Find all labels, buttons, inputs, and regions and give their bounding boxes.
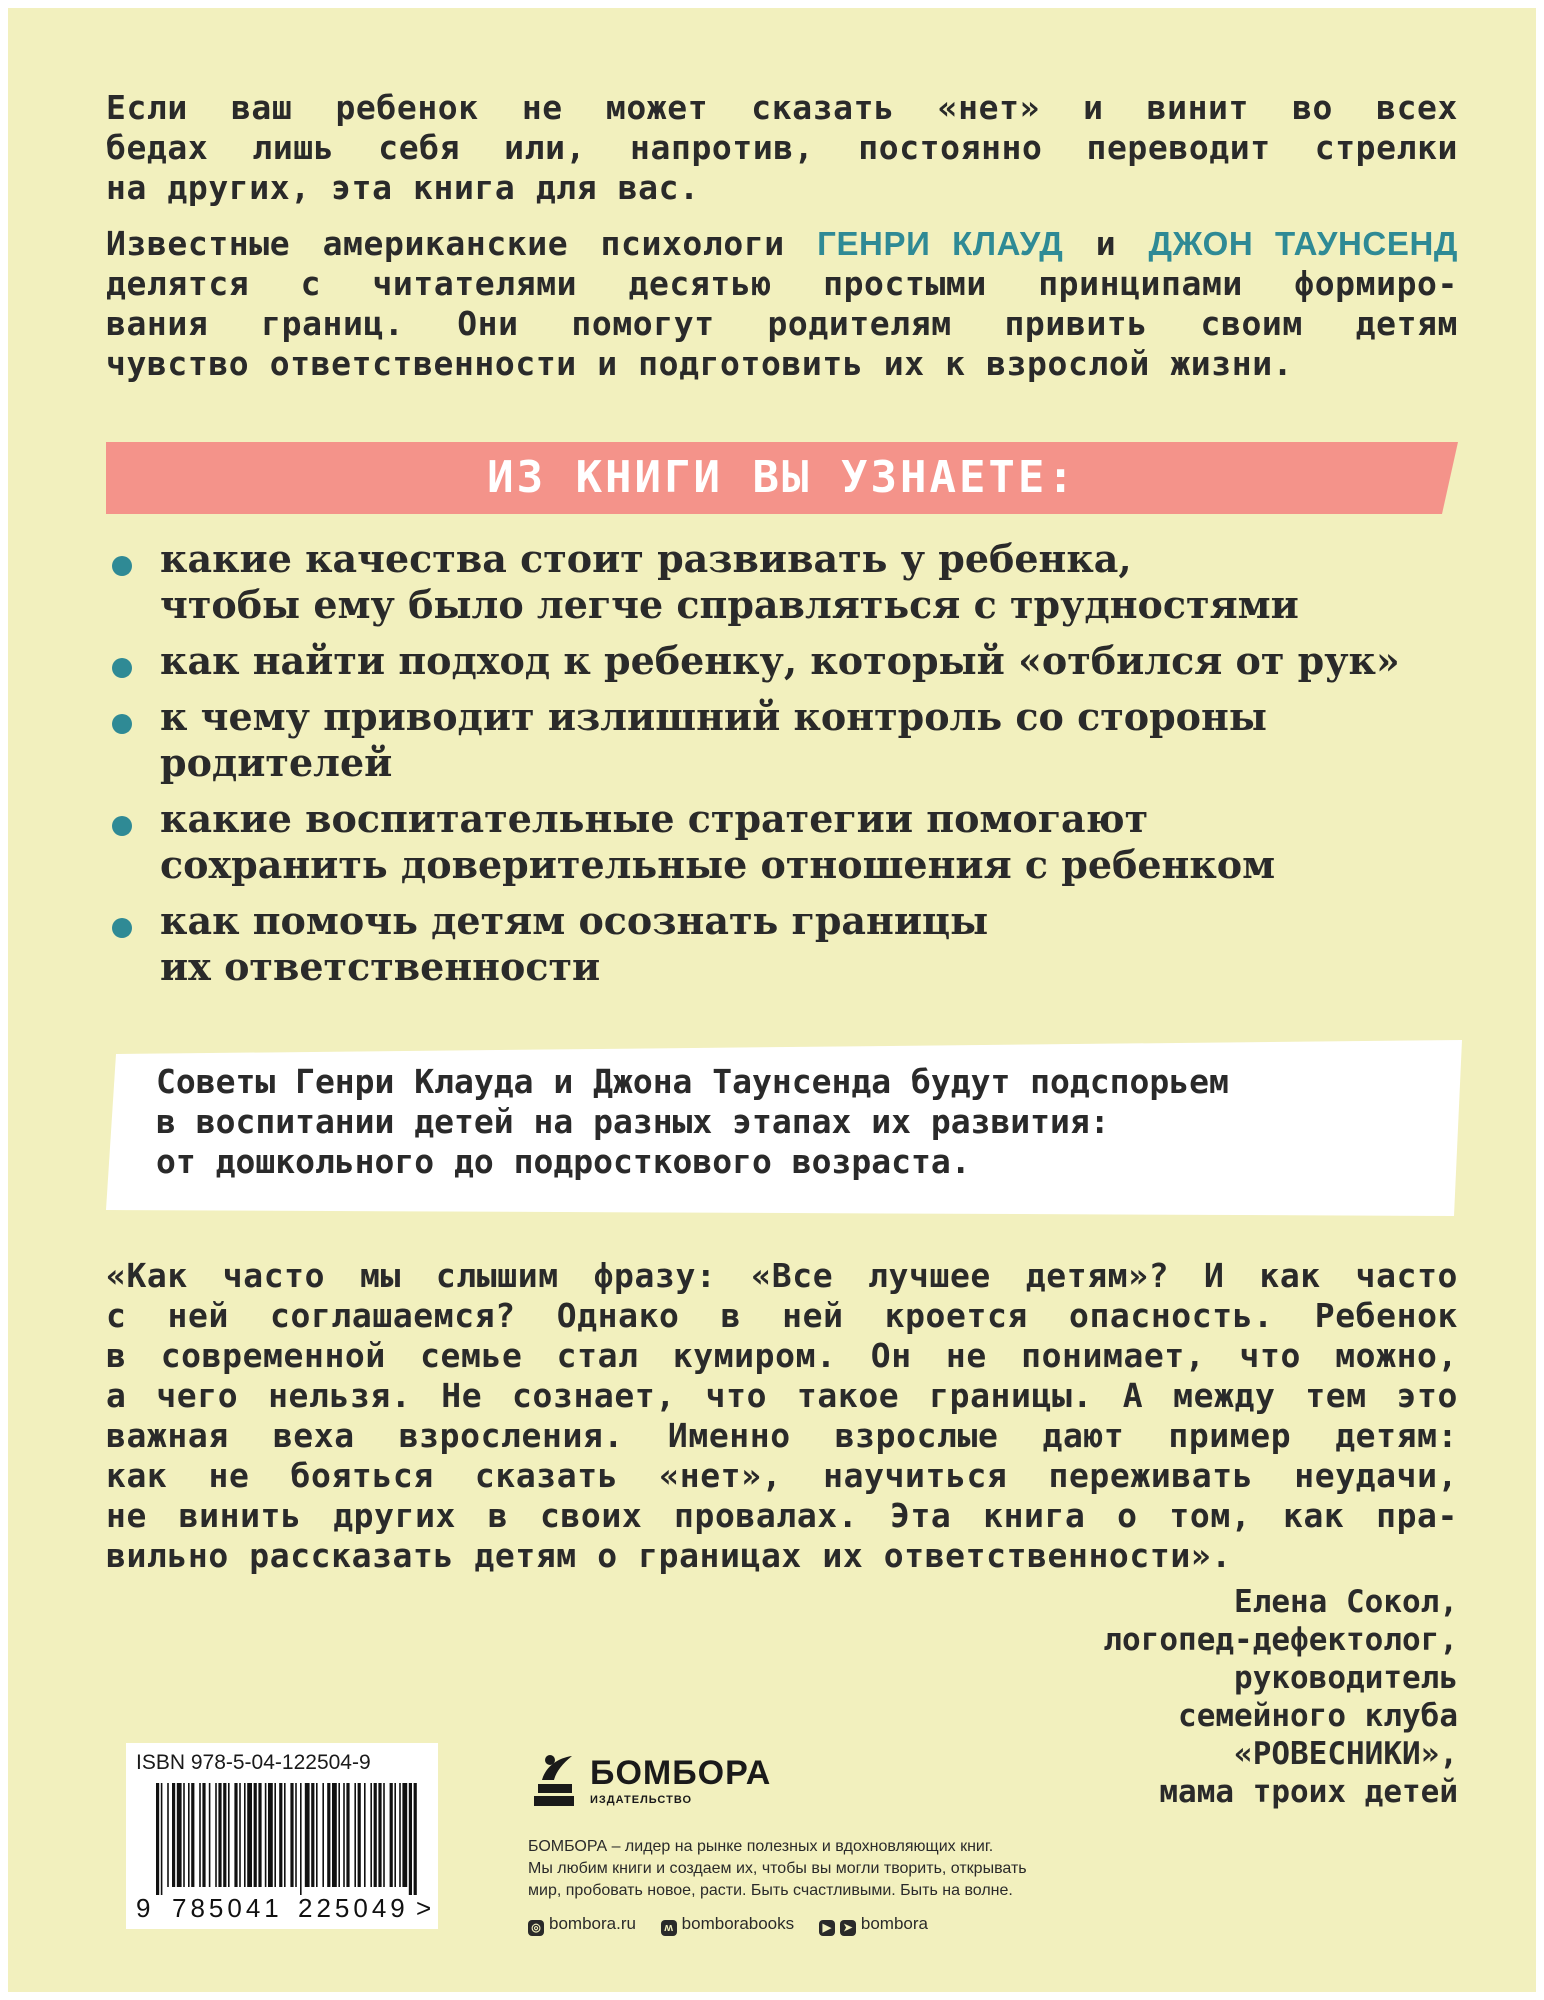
publisher-name: БОМБОРА [590,1754,772,1792]
barcode-bar [311,1783,314,1887]
isbn-number: ISBN 978-5-04-122504-9 [136,1751,371,1774]
barcode-bar [247,1783,252,1887]
quote-line-1: «Как часто мы слышим фразу: «Все лучшее детям»? И как часто [106,1256,1458,1295]
barcode-group-2: 225049 [298,1893,409,1923]
barcode-bar [343,1783,345,1887]
barcode-bar [265,1783,267,1887]
telegram-icon: ➤ [840,1920,856,1936]
barcode-bar [223,1783,226,1887]
intro-line-2: бедах лишь себя или, напротив, постоянно переводит стрелки [106,128,1458,167]
authors-line [106,224,1458,264]
publisher-block [528,1748,1148,1936]
barcode-bar [346,1783,349,1887]
barcode-bar [209,1783,211,1887]
barcode-bar [290,1783,293,1887]
barcode-bar [364,1783,366,1887]
barcode-bar [394,1783,396,1887]
signature-line: семейного клуба [1178,1698,1458,1734]
quote-line-8: вильно рассказать детям о границах их ответственности». [106,1536,1232,1575]
quote-line-2: с ней соглашаемся? Однако в ней кроется опасность. Ребенок [106,1296,1458,1335]
barcode-bar [258,1783,261,1887]
publisher-links [528,1914,1148,1936]
barcode-bar [295,1783,297,1887]
barcode-bar [191,1783,194,1887]
barcode-bar [378,1783,381,1887]
bullet-dot-icon [112,918,132,938]
vk-link[interactable] [661,1914,794,1936]
list-item [106,898,1466,990]
list-item [106,638,1466,684]
barcode-bar [244,1783,246,1887]
signature-line: мама троих детей [1159,1774,1458,1810]
list-item [106,536,1466,628]
book-back-cover [8,8,1536,1992]
barcode-arrow: > [416,1893,432,1923]
vk-text: bomborabooks [681,1914,795,1933]
barcode-bar [199,1783,201,1887]
barcode-bar [374,1783,377,1887]
barcode-bar [183,1783,185,1887]
list-item-text: как найти подход к ребенку, который «отбился от рук» [160,638,1400,683]
author-name-1: ГЕНРИ КЛАУД [817,225,1064,262]
globe-icon: ◎ [528,1920,544,1936]
vk-icon: ʍ [661,1920,677,1936]
barcode-bar [338,1783,340,1887]
barcode-bar [300,1783,302,1895]
publisher-logo [528,1748,1148,1814]
intro-p2-line-4: чувство ответственности и подготовить их к взрослой жизни. [106,344,1294,383]
quote-signature [1103,1583,1458,1811]
banner-title: ИЗ КНИГИ ВЫ УЗНАЕТЕ: [487,452,1077,503]
barcode-bar [305,1783,310,1887]
section-banner [106,442,1458,514]
quote-line-7: не винить других в своих провалах. Эта книга о том, как пра- [106,1496,1458,1535]
barcode-bar [358,1783,361,1887]
publisher-description: БОМБОРА – лидер на рынке полезных и вдохновляющих книг. Мы любим книги и создаем их, чтобы вы могли творить, открывать мир, пробовать новое, расти. Быть счастливыми. Быть на волне. [528,1838,1027,1899]
bullet-dot-icon [112,658,132,678]
list-item-text: какие качества стоит развивать у ребенка, чтобы ему было легче справляться с трудностями [160,536,1299,627]
quote-block [106,1256,1458,1576]
intro-block [106,88,1458,384]
barcode-bar [383,1783,385,1887]
barcode-bar [172,1783,175,1887]
bullet-dot-icon [112,816,132,836]
intro-line-1: Если ваш ребенок не может сказать «нет» и винит во всех [106,88,1458,127]
list-item [106,694,1466,786]
barcode-bar [279,1783,282,1887]
barcode-bar [177,1783,182,1887]
barcode-bar [215,1783,217,1887]
authors-line-text: Известные американские психологи [106,224,818,263]
author-name-2: ДЖОН ТАУНСЕНД [1148,225,1458,262]
signature-line: Елена Сокол, [1234,1584,1458,1620]
barcode-bar [161,1783,163,1895]
quote-line-6: как не бояться сказать «нет», научиться переживать неудачи, [106,1456,1458,1495]
bullet-dot-icon [112,714,132,734]
telegram-text: bombora [860,1914,928,1933]
barcode-bar [316,1783,318,1887]
intro-line-3: на других, эта книга для вас. [106,168,700,207]
barcode-bar [202,1783,205,1887]
barcode-bar [390,1783,393,1887]
publisher-subtitle: ИЗДАТЕЛЬСТВО [590,1794,693,1806]
website-text: bombora.ru [549,1914,636,1933]
barcode-first-digit: 9 [136,1893,151,1923]
barcode-bar [234,1783,237,1887]
barcode-bar [254,1783,257,1887]
list-item-text: какие воспитательные стратегии помогают сохранить доверительные отношения с ребенком [160,796,1276,887]
barcode-bar [274,1783,276,1887]
bullet-dot-icon [112,556,132,576]
tip-text: Советы Генри Клауда и Джона Таунсенда будут подспорьем в воспитании детей на разных этапах их развития: от дошкольного до подросткового возраста. [156,1062,1229,1181]
barcode-bar [188,1783,190,1887]
barcode-bar [327,1783,330,1887]
barcode-bar [228,1783,230,1887]
barcode-bar [156,1783,159,1895]
quote-line-4: а чего нельзя. Не сознает, что такое границы. А между тем это [106,1376,1458,1415]
barcode-bar [354,1783,356,1887]
isbn-barcode [126,1743,438,1929]
intro-p2-line-2: делятся с читателями десятью простыми принципами формиро- [106,264,1458,303]
website-link[interactable] [528,1914,636,1936]
list-item-text: к чему приводит излишний контроль со стороны родителей [160,694,1267,785]
list-item [106,796,1466,888]
quote-line-3: в современной семье стал кумиром. Он не понимает, что можно, [106,1336,1458,1375]
barcode-group-1: 785041 [172,1893,283,1923]
barcode-bar [332,1783,337,1887]
youtube-icon: ▶ [819,1920,835,1936]
barcode-bar [239,1783,241,1887]
bullet-list [106,536,1466,1000]
barcode-bar [414,1783,417,1895]
list-item-text: как помочь детям осознать границы их ответственности [160,898,989,989]
barcode-bar [402,1783,407,1887]
barcode-bar [409,1783,412,1895]
signature-line: «РОВЕСНИКИ», [1234,1736,1458,1772]
barcode-bar [218,1783,221,1887]
tip-box [106,1040,1466,1220]
bombora-logo-icon [528,1748,584,1814]
barcode-bar [167,1783,169,1887]
barcode-bar [322,1783,324,1887]
telegram-link[interactable] [819,1914,928,1936]
barcode-bar [370,1783,372,1887]
barcode-bar [399,1783,401,1887]
authors-line-and: и [1063,224,1149,263]
quote-line-5: важная веха взросления. Именно взрослые дают пример детям: [106,1416,1458,1455]
signature-line: логопед-дефектолог, [1103,1622,1458,1658]
intro-p2-line-3: вания границ. Они помогут родителям привить своим детям [106,304,1458,343]
barcode-bar [268,1783,273,1887]
barcode-bar [284,1783,286,1887]
signature-line: руководитель [1234,1660,1458,1696]
